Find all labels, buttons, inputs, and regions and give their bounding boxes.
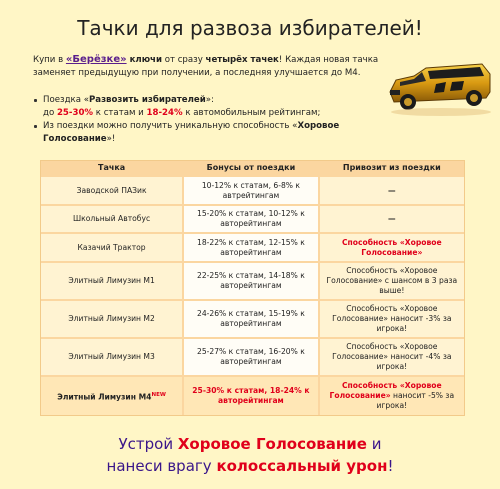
footer-line-2: нанеси врагу колоссальный урон!: [106, 457, 394, 475]
car-name: Элитный Лимузин $М4^{NEW}$: [41, 375, 182, 415]
page-title: Тачки для развоза избирателей!: [77, 16, 423, 40]
table-row: [41, 261, 464, 299]
footer-line-1: Устрой Хоровое Голосование и: [118, 435, 382, 453]
car-brings: Способность «Хоровое Голосование» наносит -5% за игрока!: [320, 375, 464, 415]
intro-pre: Купи в: [33, 55, 66, 65]
column-header-bonus: Бонусы от поездки: [182, 161, 319, 175]
car-name: Казачий Трактор: [41, 232, 182, 261]
intro-four-cars: четырёх тачек: [205, 55, 279, 65]
car-bonus: 22-25% к статам, 14-18% к авторейтингам: [182, 261, 319, 299]
car-brings: —: [320, 175, 464, 204]
list-item: Поездка «Развозить избирателей»: до 25-30% к статам и 18-24% к автомобильным рейтингам;: [33, 94, 383, 120]
car-name: Элитный Лимузин М2: [41, 299, 182, 337]
table-row: [41, 375, 464, 415]
new-badge: NEW: [151, 391, 166, 398]
car-bonus: 18-22% к статам, 12-15% к авторейтингам: [182, 232, 319, 261]
table-row: [41, 175, 464, 204]
cars-table: [40, 160, 465, 416]
intro-rest: ! Каждая новая тачка заменяет предыдущую при получении, а последняя улучшается до М4.: [33, 55, 379, 78]
car-name: Заводской ПАЗик: [41, 175, 182, 204]
car-brings: Способность «Хоровое Голосование» наносит -3% за игрока!: [320, 299, 464, 337]
car-bonus: 15-20% к статам, 10-12% к авторейтингам: [182, 204, 319, 232]
car-bonus: 10-12% к статам, 6-8% к автрейтингам: [182, 175, 319, 204]
rating-bonus: 18-24%: [146, 108, 183, 118]
table-row: [41, 299, 464, 337]
table-header-row: [41, 161, 464, 175]
car-name: Элитный Лимузин М3: [41, 337, 182, 375]
intro-mid: от сразу: [161, 55, 206, 65]
column-header-car: Тачка: [41, 161, 182, 175]
car-brings: Способность «Хоровое Голосование»: [320, 232, 464, 261]
car-brings: Способность «Хоровое Голосование» с шансом в 3 раза выше!: [320, 261, 464, 299]
trip-name: Развозить избирателей: [88, 95, 206, 105]
intro-keys: ключи: [126, 55, 162, 65]
car-bonus: 25-27% к статам, 16-20% к авторейтингам: [182, 337, 319, 375]
car-brings: —: [320, 204, 464, 232]
table-row: [41, 232, 464, 261]
car-bonus: 24-26% к статам, 15-19% к авторейтингам: [182, 299, 319, 337]
table-row: [41, 204, 464, 232]
table-row: [41, 337, 464, 375]
car-name: Школьный Автобус: [41, 204, 182, 232]
golden-limousine-icon: [386, 62, 494, 120]
stat-bonus: 25-30%: [56, 108, 94, 118]
footer-ability: Хоровое Голосование: [177, 435, 367, 453]
column-header-brings: Привозит из поездки: [320, 161, 464, 175]
ability-name: Хоровое Голосование: [43, 121, 340, 144]
list-item: Из поездки можно получить уникальную способность «Хоровое Голосование»!: [33, 120, 383, 146]
car-name: Элитный Лимузин М1: [41, 261, 182, 299]
footer-call-to-action: [0, 433, 500, 477]
car-bonus: 25-30% к статам, 18-24% к авторейтингам: [182, 375, 319, 415]
intro-text: [33, 53, 393, 80]
store-link[interactable]: «Берёзке»: [65, 54, 127, 65]
car-brings: Способность «Хоровое Голосование» наносит -4% за игрока!: [320, 337, 464, 375]
feature-list: [33, 94, 383, 146]
footer-damage: колоссальный урон: [216, 457, 388, 475]
